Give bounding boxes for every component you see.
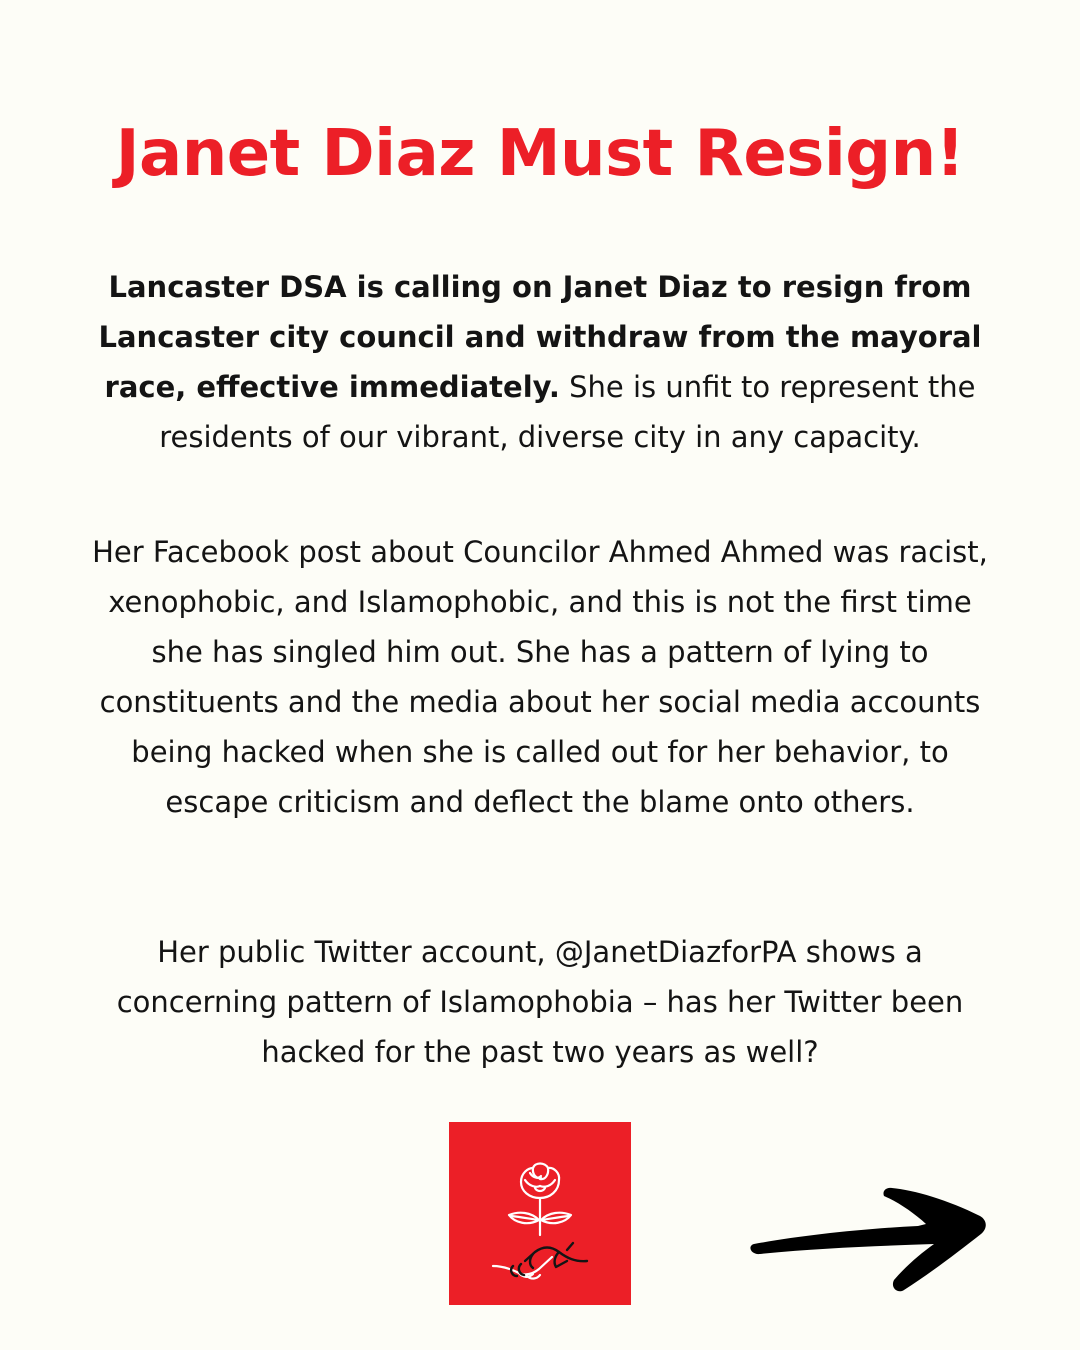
- twitter-account-paragraph: Her public Twitter account, @JanetDiazforPA shows a concerning pattern of Islamophobia – has her Twitter been hacked for the past two years as well?: [116, 935, 964, 1069]
- facebook-post-paragraph: Her Facebook post about Councilor Ahmed Ahmed was racist, xenophobic, and Islamophobic, and this is not the first time she has singled him out. She has a pattern of lying to constituents and the media about her social media accounts being hacked when she is called out for her behavior, to escape criticism and deflect the blame onto others.: [92, 535, 988, 819]
- dsa-logo: [449, 1122, 631, 1305]
- statement-bold-text: Lancaster DSA is calling on Janet Diaz to resign from Lancaster city council and withdraw from the mayoral race, effective immediately.: [98, 270, 982, 404]
- rose-handshake-icon: [449, 1122, 631, 1305]
- statement-paragraph: [90, 262, 990, 462]
- statement-regular-text: She is unfit to represent the residents of our vibrant, diverse city in any capacity.: [159, 370, 976, 454]
- next-arrow-button[interactable]: [748, 1180, 990, 1300]
- headline: Janet Diaz Must Resign!: [115, 117, 965, 191]
- arrow-right-icon: [748, 1180, 990, 1300]
